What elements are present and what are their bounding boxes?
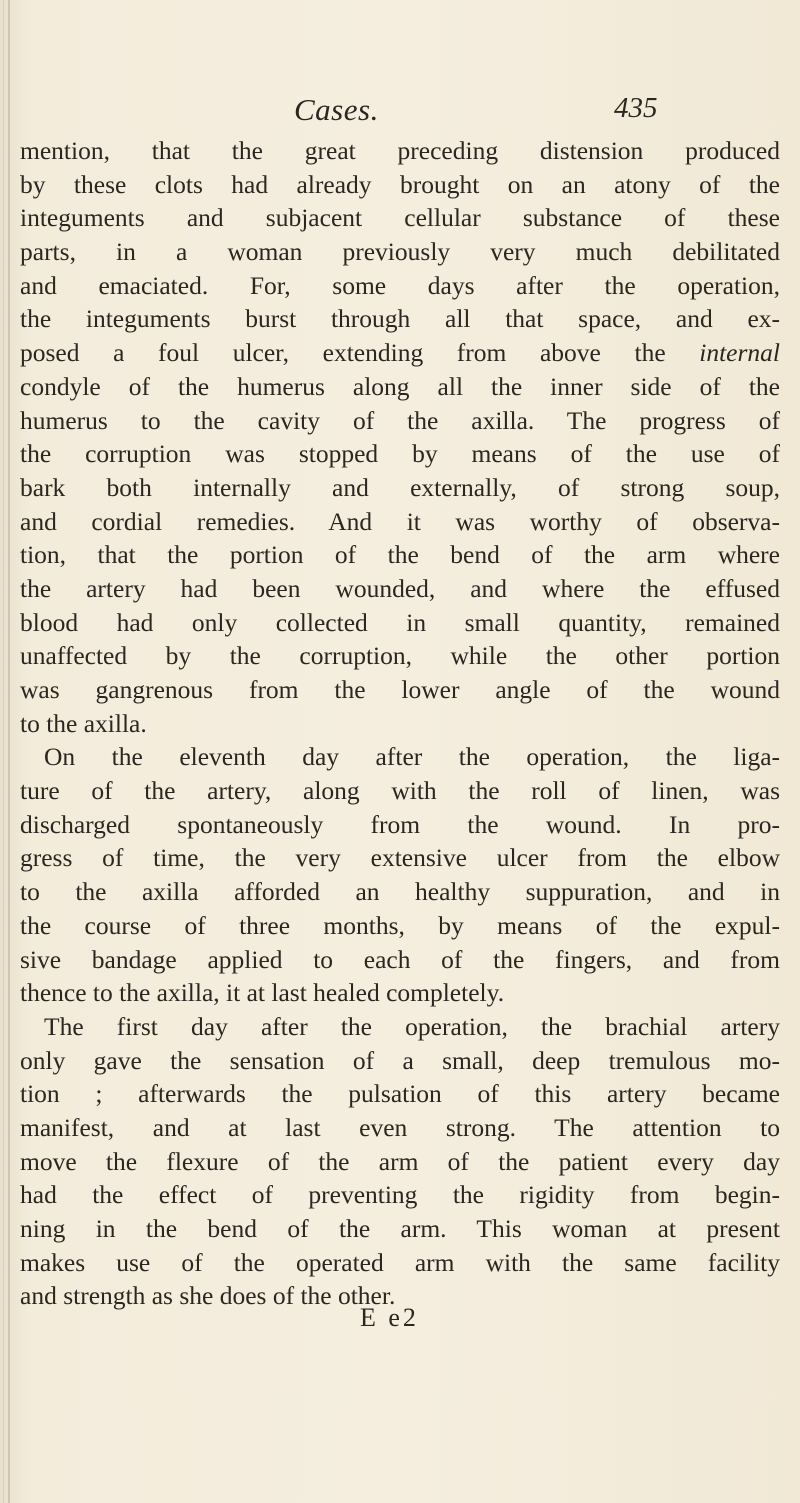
text-line-with-italic [20,336,780,370]
text-line: tion ; afterwards the pulsation of this artery became [20,1079,780,1109]
italic-word: internal [699,338,780,368]
page-header [0,92,800,132]
text-line: bark both internally and externally, of strong soup, [20,472,780,502]
text-line: move the flexure of the arm of the patient every day [20,1146,780,1176]
text-line: discharged spontaneously from the wound. In pro- [20,809,780,839]
text-line: by these clots had already brought on an atony of the [20,169,780,199]
text-line: thence to the axilla, it at last healed completely. [20,978,505,1008]
text-line: On the eleventh day after the operation, the liga- [44,742,780,772]
text-line: manifest, and at last even strong. The attention to [20,1112,780,1142]
text-line: the corruption was stopped by means of the use of [20,439,780,469]
binding-edge [8,0,10,1503]
text-line: unaffected by the corruption, while the other portion [20,641,780,671]
binding-edge-inner [3,0,4,1503]
text-line: ture of the artery, along with the roll of linen, was [20,776,780,806]
paragraph-3 [20,1010,780,1313]
text-line: condyle of the humerus along all the inner side of the [20,371,780,401]
running-head: Cases. [294,92,379,127]
text-line: blood had only collected in small quantity, remained [20,607,780,637]
text-line: had the effect of preventing the rigidity from begin- [20,1180,780,1210]
text-line: integuments and subjacent cellular substance of these [20,203,780,233]
text-line: to the axilla. [20,708,147,738]
text-line: sive bandage applied to each of the fingers, and from [20,944,780,974]
body-text [20,134,780,1313]
text-line: was gangrenous from the lower angle of the wound [20,675,780,704]
text-line: makes use of the operated arm with the same facility [20,1247,780,1277]
text-line: humerus to the cavity of the axilla. The progress of [20,405,780,435]
signature-mark: E e2 [360,1303,419,1332]
text-line: The first day after the operation, the brachial artery [44,1011,780,1041]
text-line: the artery had been wounded, and where the effused [20,573,780,603]
text-line: gress of time, the very extensive ulcer from the elbow [20,843,780,873]
page-number: 435 [614,92,658,124]
text-line: to the axilla afforded an healthy suppuration, and in [20,877,780,907]
text-line: the integuments burst through all that space, and ex- [20,304,780,334]
text-segment: posed a foul ulcer, extending from above the [20,338,666,368]
text-line: the course of three months, by means of the expul- [20,910,780,940]
text-line: parts, in a woman previously very much debilitated [20,237,780,267]
text-line: and strength as she does of the other. [20,1281,396,1311]
text-line: tion, that the portion of the bend of the arm where [20,540,780,570]
text-line: and emaciated. For, some days after the operation, [20,270,780,300]
text-line: ning in the bend of the arm. This woman at present [20,1214,780,1243]
text-line: mention, that the great preceding distension produced [20,136,780,165]
text-line: only gave the sensation of a small, deep tremulous mo- [20,1045,780,1075]
text-line: and cordial remedies. And it was worthy of observa- [20,506,780,536]
paragraph-2 [20,740,780,1010]
paragraph-1 [20,134,780,740]
